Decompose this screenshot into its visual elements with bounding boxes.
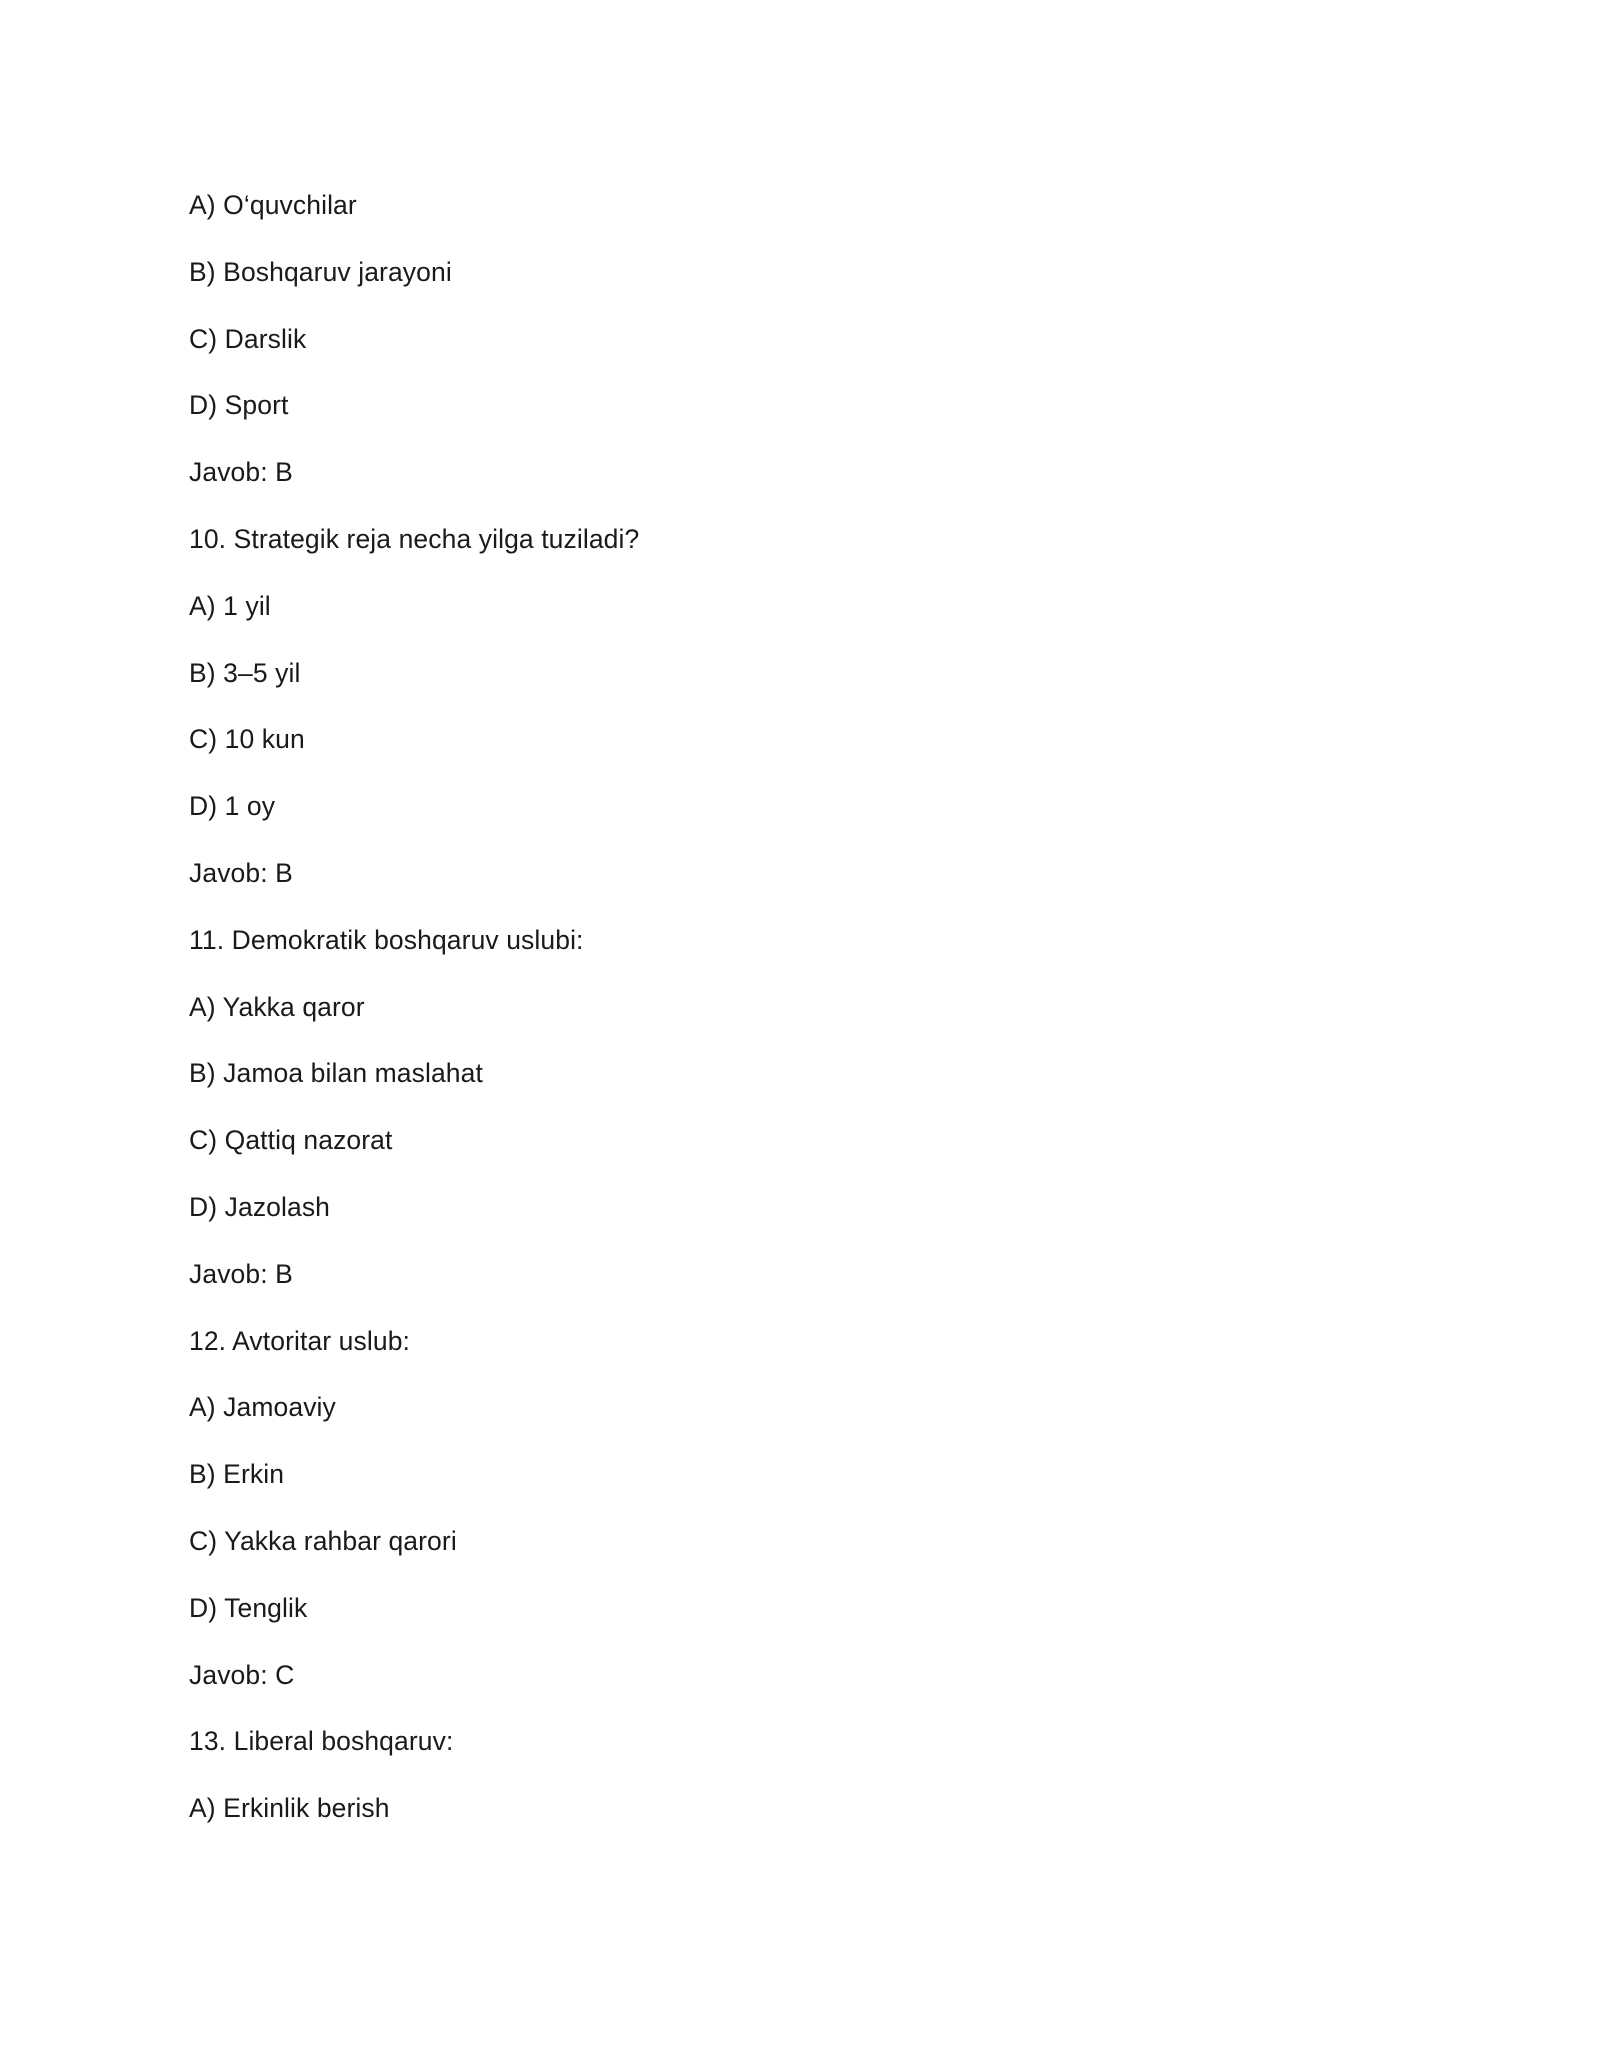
option-line: A) O‘quvchilar (189, 190, 357, 220)
option-line: D) Tenglik (189, 1592, 308, 1623)
option-line: D) 1 oy (189, 791, 276, 822)
option-line: D) Sport (189, 390, 289, 421)
option-line: C) Darslik (189, 323, 307, 354)
option-line: B) Jamoa bilan maslahat (189, 1058, 483, 1089)
option-line: A) Jamoaviy (189, 1392, 336, 1423)
answer-line: Javob: B (189, 1258, 293, 1289)
option-line: C) Yakka rahbar qarori (189, 1525, 457, 1556)
answer-line: Javob: C (189, 1659, 295, 1690)
option-line: C) Qattiq nazorat (189, 1125, 393, 1156)
question-line: 11. Demokratik boshqaruv uslubi: (189, 924, 584, 955)
question-line: 10. Strategik reja necha yilga tuziladi? (189, 523, 640, 554)
question-line: 12. Avtoritar uslub: (189, 1325, 411, 1356)
option-line: D) Jazolash (189, 1191, 331, 1222)
option-line: C) 10 kun (189, 724, 305, 755)
option-line: B) Boshqaruv jarayoni (189, 256, 452, 287)
option-line: A) Yakka qaror (189, 991, 365, 1022)
answer-line: Javob: B (189, 457, 293, 488)
question-line: 13. Liberal boshqaruv: (189, 1726, 454, 1757)
option-line: A) 1 yil (189, 590, 271, 621)
answer-line: Javob: B (189, 857, 293, 888)
document-body (189, 185, 1409, 1855)
option-line: A) Erkinlik berish (189, 1793, 390, 1824)
option-line: B) 3–5 yil (189, 657, 301, 688)
option-line: B) Erkin (189, 1459, 285, 1490)
